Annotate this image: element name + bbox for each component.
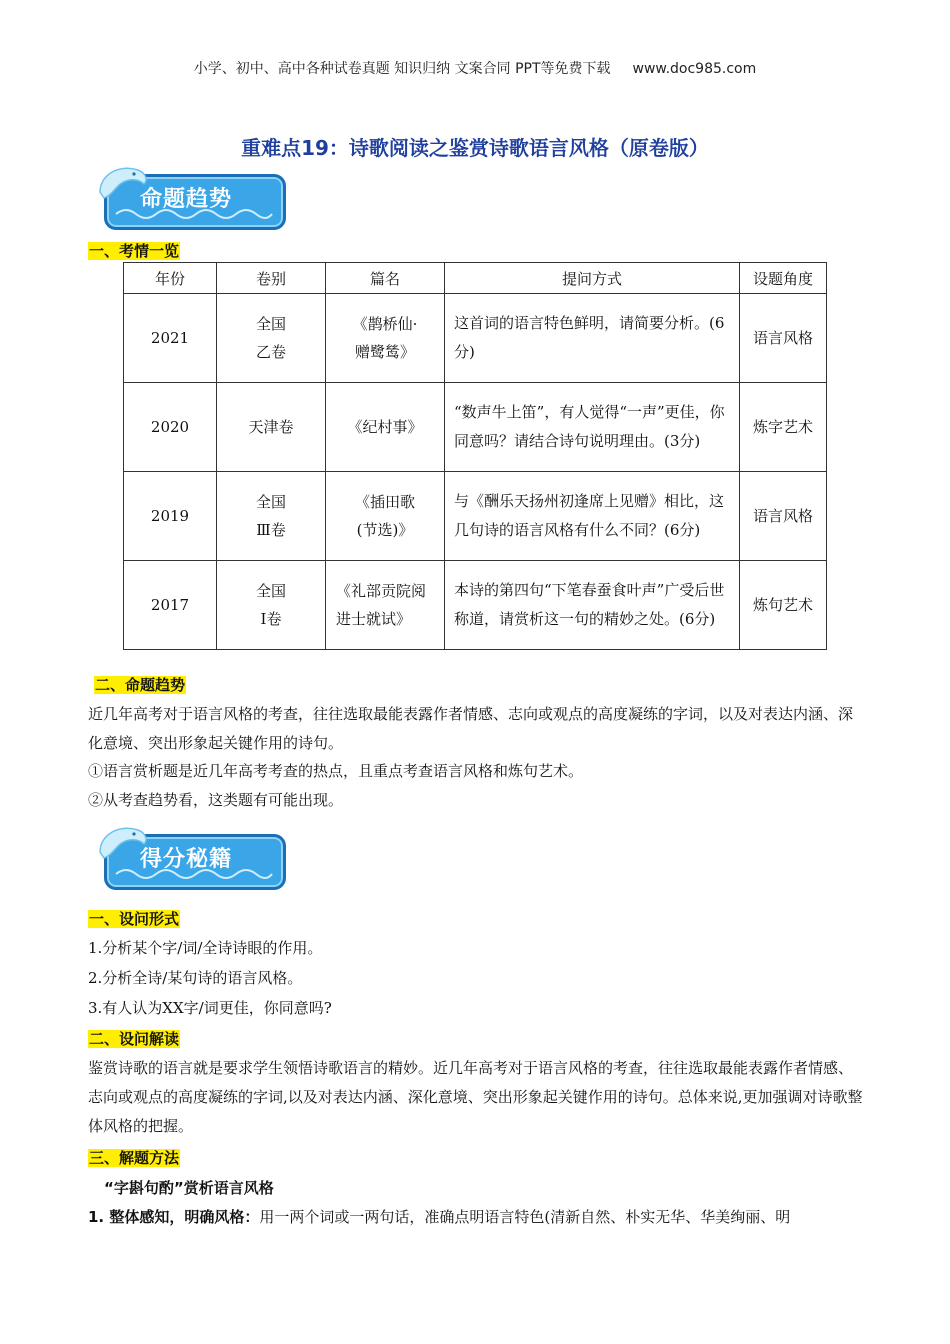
th-paper: 卷别 bbox=[217, 263, 326, 294]
cell-paper-line2: Ⅲ卷 bbox=[256, 521, 286, 539]
section-heading-method: 三、解题方法 bbox=[89, 1149, 180, 1167]
trend-paragraph: 近几年高考对于语言风格的考查，往往选取最能表露作者情感、志向或观点的高度凝练的字词，以及对表达内涵、深化意境、突出形象起关键作用的诗句。 bbox=[88, 705, 854, 752]
cell-year: 2021 bbox=[124, 294, 217, 383]
cell-paper-line2: Ⅰ卷 bbox=[260, 610, 282, 628]
list-item: 2.分析全诗/某句诗的语言风格。 bbox=[88, 969, 303, 987]
section-heading-4 bbox=[88, 1028, 180, 1049]
page-header bbox=[0, 58, 950, 78]
list-item: 1.分析某个字/词/全诗诗眼的作用。 bbox=[88, 939, 323, 957]
cell-title bbox=[326, 294, 445, 383]
trend-point-2: ②从考查趋势看，这类题有可能出现。 bbox=[88, 791, 344, 809]
section-heading-exam-overview: 一、考情一览 bbox=[89, 242, 180, 260]
cell-angle: 语言风格 bbox=[740, 472, 827, 561]
cell-paper bbox=[217, 472, 326, 561]
cell-paper: 天津卷 bbox=[217, 383, 326, 472]
cell-title-line1: 《插田歌 bbox=[354, 493, 415, 511]
cell-year: 2020 bbox=[124, 383, 217, 472]
table-row bbox=[124, 561, 827, 650]
cell-angle: 炼字艺术 bbox=[740, 383, 827, 472]
table-header-row bbox=[124, 263, 827, 294]
cell-angle: 炼句艺术 bbox=[740, 561, 827, 650]
cell-title bbox=[326, 472, 445, 561]
method-item-1 bbox=[88, 1206, 790, 1227]
cell-year: 2019 bbox=[124, 472, 217, 561]
cell-title-line2: (节选)》 bbox=[356, 521, 414, 539]
table-row bbox=[124, 294, 827, 383]
cell-title-line1: 《鹊桥仙· bbox=[352, 315, 418, 333]
cell-title-line1: 《礼部贡院阅 bbox=[336, 582, 427, 600]
section-heading-question-forms: 一、设问形式 bbox=[89, 910, 180, 928]
cell-paper bbox=[217, 561, 326, 650]
cell-title-line2: 赠鹭鸶》 bbox=[354, 343, 415, 361]
section-heading-5 bbox=[88, 1147, 180, 1168]
section-heading-question-explain: 二、设问解读 bbox=[89, 1030, 180, 1048]
cell-question: “数声牛上笛”，有人觉得“一声”更佳，你同意吗？请结合诗句说明理由。(3分) bbox=[445, 383, 740, 472]
cell-angle: 语言风格 bbox=[740, 294, 827, 383]
cell-question: 这首词的语言特色鲜明，请简要分析。(6分) bbox=[445, 294, 740, 383]
banner-tips bbox=[94, 822, 290, 894]
th-title: 篇名 bbox=[326, 263, 445, 294]
header-site: www.doc985.com bbox=[632, 61, 757, 77]
cell-paper-line2: 乙卷 bbox=[255, 343, 286, 361]
cell-title-line2: 进士就试》 bbox=[336, 610, 412, 628]
cell-paper-line1: 全国 bbox=[255, 493, 286, 511]
table-row bbox=[124, 383, 827, 472]
header-text: 小学、初中、高中各种试卷真题 知识归纳 文案合同 PPT等免费下载 bbox=[193, 61, 611, 77]
banner-tips-label: 得分秘籍 bbox=[140, 847, 233, 872]
cell-paper bbox=[217, 294, 326, 383]
explain-paragraph: 鉴赏诗歌的语言就是要求学生领悟诗歌语言的精妙。近几年高考对于语言风格的考查，往往选取最能表露作者情感、志向或观点的高度凝练的字词,以及对表达内涵、深化意境、突出形象起关键作用的诗句。总体来说,更加强调对诗歌整体风格的把握。 bbox=[88, 1059, 863, 1135]
cell-question: 与《酬乐天扬州初逢席上见赠》相比，这几句诗的语言风格有什么不同？(6分) bbox=[445, 472, 740, 561]
method-item-1-bold: 1. 整体感知，明确风格： bbox=[88, 1208, 260, 1226]
method-item-1-text: 用一两个词或一两句话，准确点明语言特色(清新自然、朴实无华、华美绚丽、明 bbox=[259, 1208, 791, 1226]
section-heading-trend: 二、命题趋势 bbox=[95, 676, 186, 694]
method-subheading: “字斟句酌”赏析语言风格 bbox=[104, 1179, 274, 1197]
cell-title: 《纪村事》 bbox=[326, 383, 445, 472]
cell-year: 2017 bbox=[124, 561, 217, 650]
cell-paper-line1: 全国 bbox=[255, 315, 286, 333]
section-heading-3 bbox=[88, 908, 180, 929]
trend-point-1: ①语言赏析题是近几年高考考查的热点，且重点考查语言风格和炼句艺术。 bbox=[88, 762, 584, 780]
banner-trend bbox=[94, 162, 290, 234]
cell-paper-line1: 全国 bbox=[255, 582, 286, 600]
th-angle: 设题角度 bbox=[740, 263, 827, 294]
section-heading-2 bbox=[94, 674, 186, 695]
page-title: 重难点19：诗歌阅读之鉴赏诗歌语言风格（原卷版） bbox=[241, 136, 709, 160]
table-row bbox=[124, 472, 827, 561]
exam-table bbox=[123, 262, 827, 650]
cell-question: 本诗的第四句“下笔春蚕食叶声”广受后世称道，请赏析这一句的精妙之处。(6分) bbox=[445, 561, 740, 650]
banner-trend-label: 命题趋势 bbox=[140, 187, 233, 212]
list-item: 3.有人认为XX字/词更佳，你同意吗? bbox=[88, 999, 332, 1017]
cell-title bbox=[326, 561, 445, 650]
section-heading-1 bbox=[88, 240, 180, 261]
th-year: 年份 bbox=[124, 263, 217, 294]
th-question: 提问方式 bbox=[445, 263, 740, 294]
